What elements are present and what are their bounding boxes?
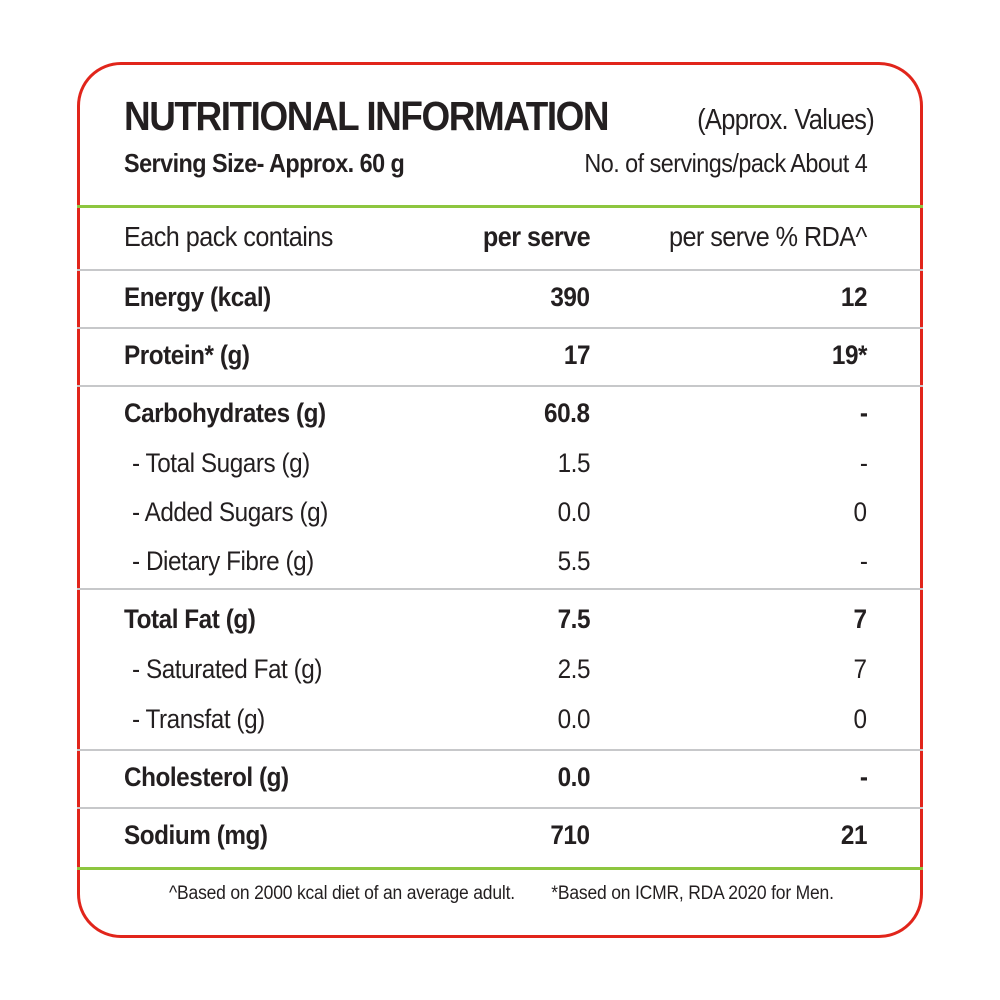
per-serve-value: 5.5	[557, 546, 590, 576]
per-serve-value: 60.8	[544, 398, 590, 428]
nutrition-panel	[77, 62, 923, 938]
nutrient-name: - Saturated Fat (g)	[132, 654, 322, 684]
serving-size: Serving Size- Approx. 60 g	[124, 148, 405, 178]
title-note: (Approx. Values)	[697, 104, 874, 136]
nutrient-name: Energy (kcal)	[124, 282, 271, 312]
rda-value: -	[859, 546, 867, 576]
per-serve-value: 0.0	[557, 704, 590, 734]
row-divider	[77, 327, 923, 329]
per-serve-value: 390	[550, 282, 590, 312]
row-divider	[77, 807, 923, 809]
table-row	[80, 699, 920, 739]
rda-value: 12	[840, 282, 867, 312]
rda-value: -	[859, 762, 867, 792]
rda-value: 7	[853, 654, 867, 684]
footnote-rda: ^Based on 2000 kcal diet of an average adult.	[168, 883, 515, 904]
row-divider	[77, 749, 923, 751]
per-serve-value: 7.5	[557, 604, 590, 634]
rda-value: 19*	[831, 340, 867, 370]
table-row	[80, 757, 920, 797]
nutrient-name: Cholesterol (g)	[124, 762, 289, 792]
nutrient-name: - Added Sugars (g)	[132, 497, 328, 527]
rda-value: 0	[853, 497, 867, 527]
nutrient-name: Protein* (g)	[124, 340, 250, 370]
table-row	[80, 815, 920, 855]
rda-value: -	[859, 398, 867, 428]
per-serve-value: 0.0	[557, 497, 590, 527]
column-header-name: Each pack contains	[124, 221, 333, 252]
table-row	[80, 541, 920, 581]
rda-value: 7	[853, 604, 867, 634]
footer-divider	[77, 867, 923, 870]
table-row	[80, 599, 920, 639]
per-serve-value: 17	[563, 340, 590, 370]
nutrient-name: - Dietary Fibre (g)	[132, 546, 314, 576]
table-row	[80, 649, 920, 689]
title-line	[124, 93, 662, 140]
rda-value: 21	[840, 820, 867, 850]
per-serve-value: 0.0	[557, 762, 590, 792]
rda-value: 0	[853, 704, 867, 734]
page-title: NUTRITIONAL INFORMATION	[124, 93, 609, 139]
per-serve-value: 1.5	[557, 448, 590, 478]
row-divider	[77, 269, 923, 271]
column-header-rda: per serve % RDA^	[669, 221, 867, 252]
table-row	[80, 492, 920, 532]
footnotes	[80, 883, 920, 905]
nutrient-name: Sodium (mg)	[124, 820, 268, 850]
table-row	[80, 277, 920, 317]
column-header-per-serve: per serve	[482, 221, 590, 252]
per-serve-value: 2.5	[557, 654, 590, 684]
nutrient-name: Carbohydrates (g)	[124, 398, 326, 428]
row-divider	[77, 385, 923, 387]
table-row	[80, 335, 920, 375]
nutrient-name: - Transfat (g)	[132, 704, 265, 734]
table-row	[80, 393, 920, 433]
servings-per-pack: No. of servings/pack About 4	[584, 148, 867, 178]
footnote-protein: *Based on ICMR, RDA 2020 for Men.	[551, 883, 834, 904]
nutrient-name: Total Fat (g)	[124, 604, 256, 634]
header-divider	[77, 205, 923, 208]
row-divider	[77, 588, 923, 590]
rda-value: -	[859, 448, 867, 478]
table-row	[80, 443, 920, 483]
nutrient-name: - Total Sugars (g)	[132, 448, 310, 478]
per-serve-value: 710	[550, 820, 590, 850]
